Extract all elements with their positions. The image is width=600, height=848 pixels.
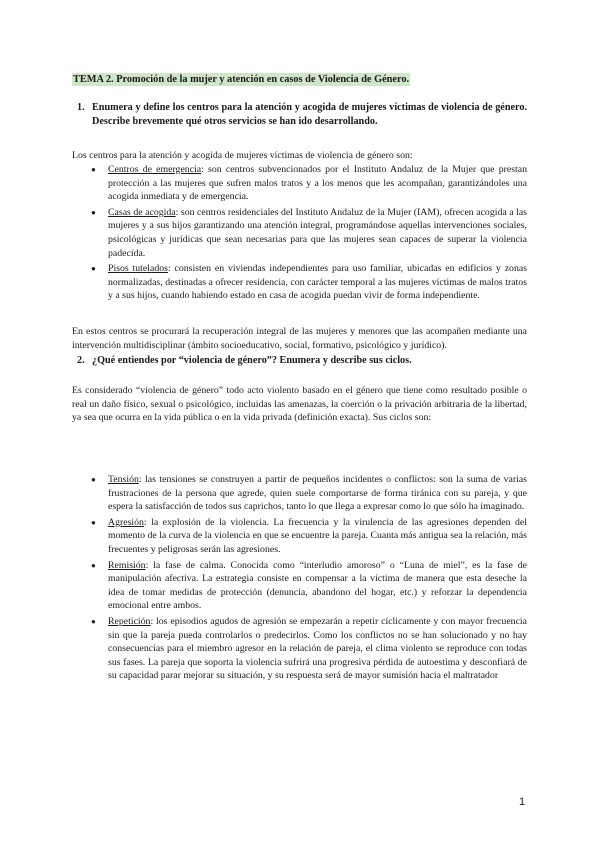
section-1-outro: En estos centros se procurará la recuperación integral de las mujeres y menores que las acompañen mediante una intervención multidisciplinar (ámbito socioeducativo, social, formativo, psicológico y jurídico). — [72, 326, 527, 351]
bullet-icon: ● — [91, 264, 96, 274]
list-item — [91, 473, 527, 514]
question-1-text: Enumera y define los centros para la atención y acogida de mujeres víctimas de violencia de género. Describe brevemente qué otros servicios se han ido desarrollando. — [92, 102, 527, 127]
list-item-term: Casas de acogida — [108, 206, 176, 218]
list-item — [91, 262, 528, 303]
bullet-icon: ● — [91, 475, 96, 484]
list-item-text: : consisten en viviendas independientes para uso familiar, ubicadas en edificios y zonas normalizadas, destinadas a ofrecer residencia, con carácter temporal a las mujeres víctimas de malos tratos y a sus hijos, cuando habiendo estado en casa de acogida puedan vivir de forma independiente. — [108, 263, 528, 302]
list-item — [91, 516, 527, 557]
list-item-term: Tensión — [108, 474, 139, 485]
list-item-text: : los episodios agudos de agresión se empezarán a repetir cíclicamente y con mayor frecuencia sin que la pareja pueda controlarlos o predecirlos. Como los conflictos no se han solucionado y no hay consecuencias para el miembro agresor en la relación de pareja, el clima violento se reproduce con todas sus fases. La pareja que soporta la violencia sufrirá una progresiva pérdida de autoestima y desconfiará de su capacidad parar mejorar su situación, y su respuesta será de mayor sumisión hacia el maltratador — [108, 615, 527, 682]
list-item-text: : son centros subvencionados por el Instituto Andaluz de la Mujer que prestan protección a las mujeres que sufren malos tratos y a los menos que les acompañan, garantizándoles una acogida inmediata y de emergencia. — [108, 164, 527, 203]
question-2-number: 2. — [77, 355, 85, 366]
list-item-term: Repetición — [108, 615, 151, 627]
list-item-text: : la explosión de la violencia. La frecuencia y la virulencia de las agresiones dependen del momento de la curva de la violencia en que se encuentre la pareja. Cuanta más antigua sea la relación, más frecuentes y peligrosas serán las agresiones. — [108, 516, 527, 555]
bullet-icon: ● — [91, 207, 96, 217]
list-item-text: : las tensiones se construyen a partir de pequeños incidentes o conflictos: son la suma de varias frustraciones de la persona que agrede, quien suele comportarse de forma tiránica con su pareja, y que espera la satisfacción de todos sus caprichos, tanto lo que llega a expresar como lo que sólo ha imaginado. — [108, 474, 527, 513]
list-item-term: Pisos tutelados — [108, 263, 168, 275]
page-number: 1 — [519, 796, 526, 808]
centres-list — [91, 163, 528, 305]
section-2-intro: Es considerado “violencia de género” todo acto violento basado en el género que tiene como resultado posible o real un daño físico, sexual o psicológico, incluidas las amenazas, la coerción o la privación arbitraria de la libertad, ya sea que ocurra en la vida pública o en la vida privada (definición exacta). Sus ciclos son: — [72, 385, 527, 424]
bullet-icon: ● — [91, 560, 96, 570]
bullet-icon: ● — [91, 165, 96, 174]
list-item — [91, 559, 527, 613]
list-item — [91, 206, 527, 260]
title-wrap — [72, 73, 410, 87]
list-item-text: : son centros residenciales del Instituto Andaluz de la Mujer (IAM), ofrecen acogida a las mujeres y a sus hijos garantizando una atención integral, programándose aquellas intervenciones sociales, psicológicas y jurídicas que sean necesarias para que las mujeres sean capaces de superar la violencia padecida. — [108, 206, 527, 259]
section-1-intro: Los centros para la atención y acogida de mujeres víctimas de violencia de género son: — [72, 150, 413, 161]
list-item-term: Agresión — [108, 516, 144, 528]
question-2 — [77, 354, 527, 368]
bullet-icon: ● — [91, 616, 96, 626]
cycles-list — [91, 473, 527, 685]
list-item-term: Centros de emergencia — [108, 164, 202, 175]
list-item-text: : la fase de calma. Conocida como “interludio amoroso” o “Luna de miel”, es la fase de manipulación afectiva. La estrategia consiste en compensar a la víctima de manera que esta deseche la idea de tomar medidas de protección (denuncia, abandono del hogar, etc.) y reforzar la dependencia emocional entre ambos. — [108, 559, 527, 612]
list-item — [91, 163, 527, 204]
question-1 — [77, 101, 527, 129]
question-1-number: 1. — [77, 102, 85, 113]
question-2-text: ¿Qué entiendes por “violencia de género”? Enumera y describe sus ciclos. — [92, 355, 412, 366]
bullet-icon: ● — [91, 517, 96, 527]
list-item — [91, 615, 527, 683]
document-title: TEMA 2. Promoción de la mujer y atención en casos de Violencia de Género. — [73, 74, 410, 85]
list-item-term: Remisión — [108, 559, 146, 571]
